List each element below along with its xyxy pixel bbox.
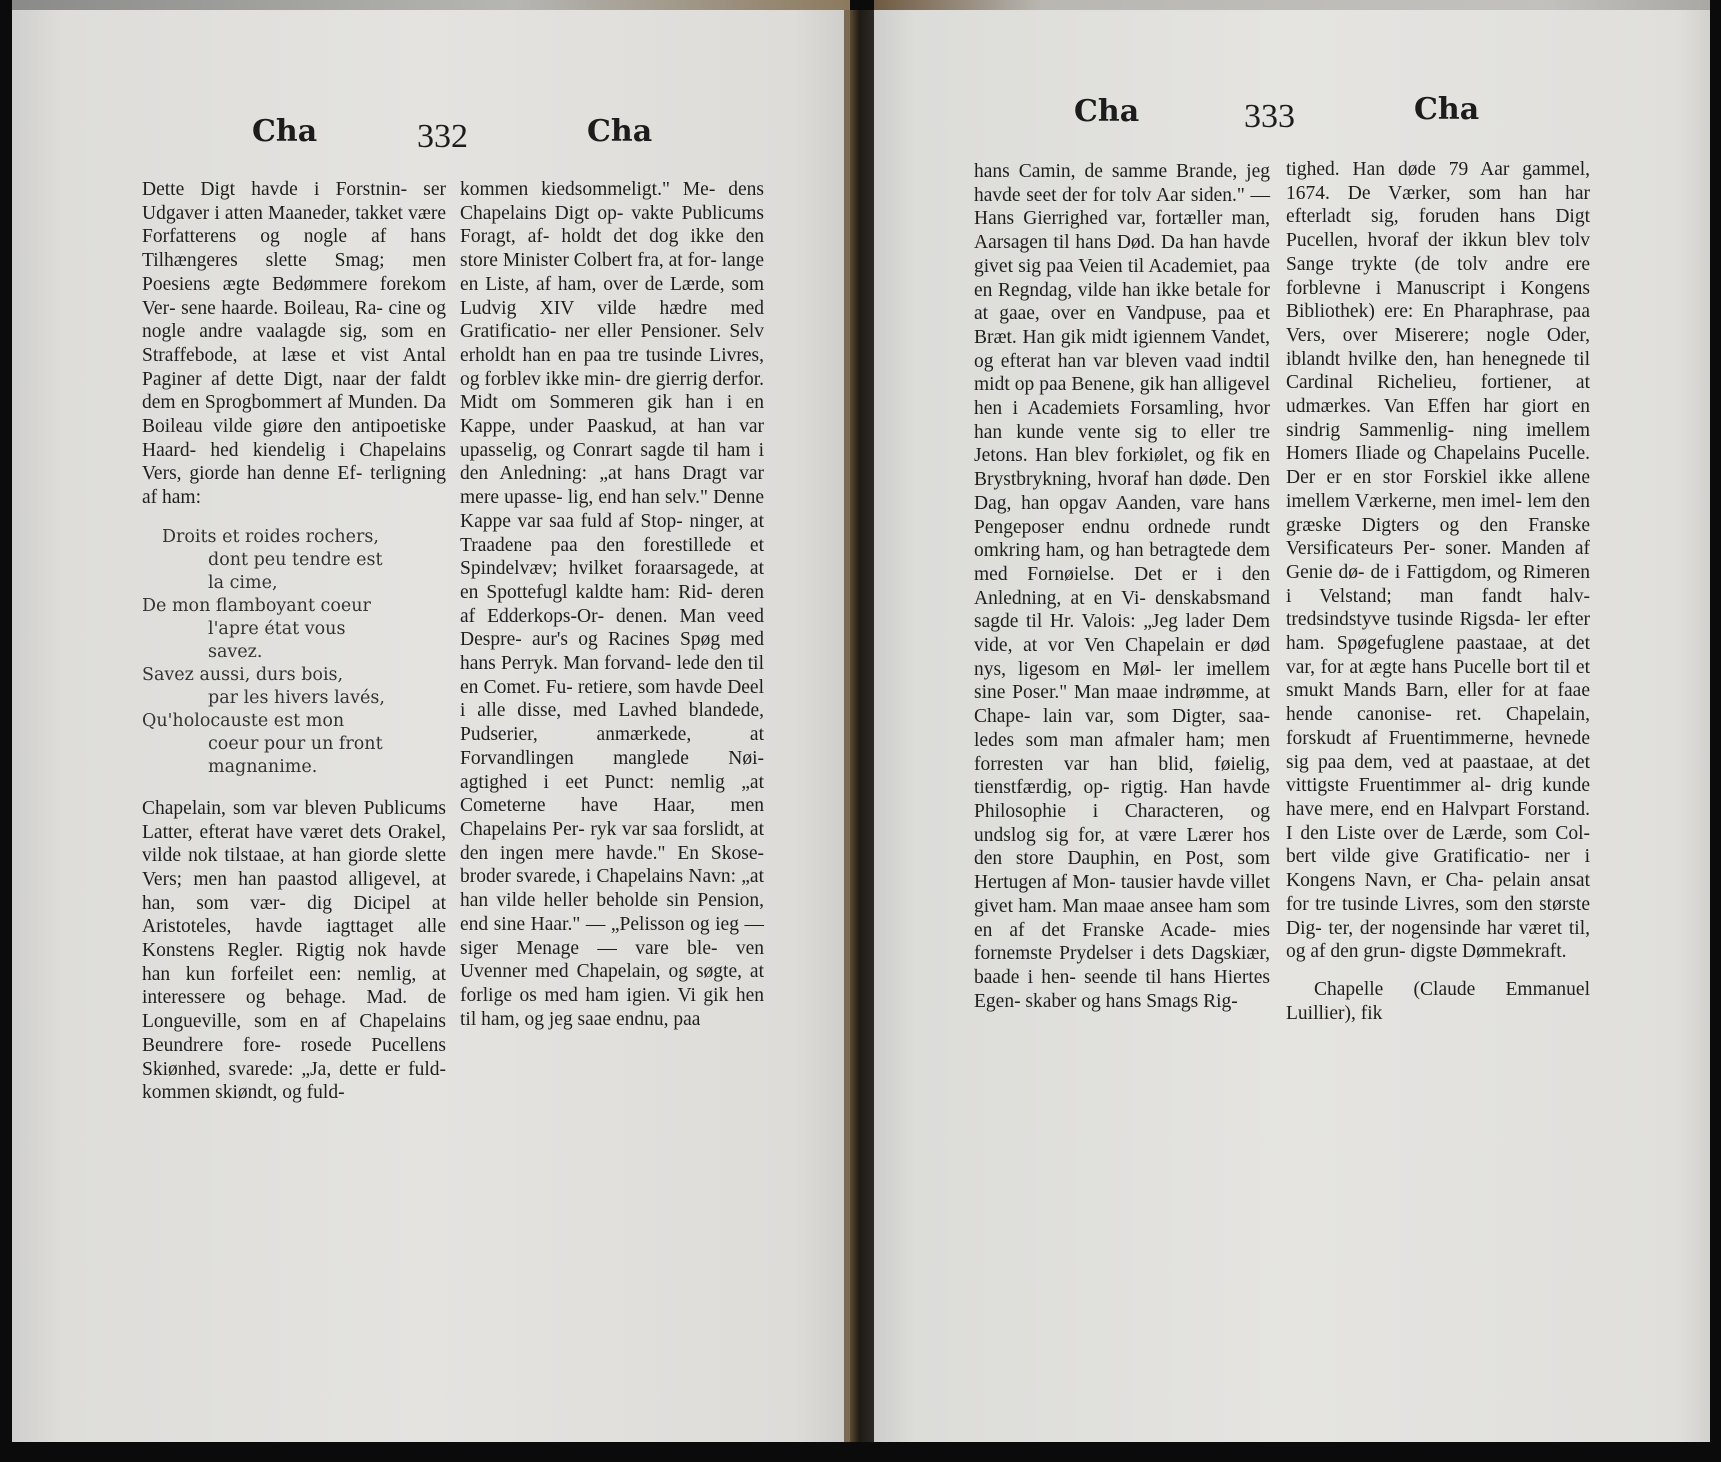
verse-line: coeur pour un front bbox=[208, 733, 383, 754]
left-page bbox=[12, 10, 850, 1442]
verse-line: Droits et roides rochers, bbox=[162, 526, 379, 547]
right-page-column-1 bbox=[974, 160, 1270, 1013]
book-spine-gutter bbox=[850, 10, 874, 1442]
paragraph: kommen kiedsommeligt." Me‑ dens Chapelains Digt op‑ vakte Publicums Foragt, af‑ holdt det dog ikke den store Minister Colbert fra, at for‑ lange en Liste, af ham, over de Lærde, som Ludvig XIV vilde hædre med Gratificatio‑ ner eller Pensioner. Selv erholdt han en paa tre tusinde Livres, og forblev ikke min‑ dre gierrig derfor. Midt om Sommeren gik han i en Kappe, under Paaskud, at han var upasselig, og Conrart sagde til ham i den Anledning: „at hans Dragt var mere upasse‑ lig, end han selv." Denne Kappe var saa fuld af Stop‑ ninger, at Traadene paa den forestillede et Spindelvæv; hvilket foraarsagede, at en Spottefugl kaldte ham: Rid‑ deren af Edderkops‑Or‑ denen. Man veed Despre‑ aur's og Racines Spøg med hans Perryk. Man forvand‑ lede den til en Comet. Fu‑ retiere, som havde Deel i alle disse, med Lavhed blandede, Pudserier, anmærkede, at Forvandlingen manglede Nøi‑ agtighed i eet Punct: nemlig „at Cometerne have Haar, men Chapelains Per‑ ryk var saa forslidt, at den ingen mere havde." En Skose‑ broder svarede, i Chapelains Navn: „at han vilde heller beholde sin Pension, end sine Haar." — „Pelisson og ieg — siger Menage — vare ble‑ ven Uvenner med Chapelain, og søgte, at forlige os med ham igien. Vi gik hen til ham, og jeg saae endnu, paa bbox=[460, 179, 764, 1030]
paragraph: hans Camin, de samme Brande, jeg havde seet der for tolv Aar siden." — Hans Gierrighed var, fortæller man, Aarsagen til hans Død. Da han havde givet sig paa Veien til Academiet, paa en Regndag, vilde han ikke betale for at gaae, over en Vandpuse, paa et Bræt. Han gik midt igiennem Vandet, og efterat han var bleven vaad indtil midt op paa Benene, gik han alligevel hen i Academiets Forsamling, hvor han kunde vente sig to eller tre Jetons. Han blev forkiølet, og fik en Brystbrykning, hvoraf han døde. Den Dag, han opgav Aanden, vare hans Pengeposer endnu ordnede rundt omkring ham, og han betragtede dem med Fornøielse. Det er i den Anledning, at en Vi‑ denskabsmand sagde til Hr. Valois: „Jeg lader Dem vide, at vor Ven Chapelain er død nys, ligesom en Møl‑ ler imellem sine Poser." Man maae indrømme, at Chape‑ lain var, som Digter, saa‑ ledes som man afmaler ham; men forresten var han blid, føielig, tienstfærdig, op‑ rigtig. Han havde Philosophie i Characteren, og undslog sig for, at være Lærer hos den store Dauphin, en Post, som Hertugen af Mon‑ tausier havde villet givet ham. Man maae ansee ham som en af det Franske Acade‑ mies fornemste Prydelser i dets Dagskiær, baade i hen‑ seende til hans Hiertes Egen‑ skaber og hans Smags Rig‑ bbox=[974, 161, 1270, 1012]
verse-line: savez. bbox=[208, 641, 263, 662]
verse-quotation bbox=[142, 526, 446, 779]
verse-line: De mon flamboyant coeur bbox=[142, 595, 371, 616]
left-page-number: 332 bbox=[417, 118, 468, 155]
verse-line: l'apre état vous bbox=[208, 618, 346, 639]
left-page-column-1 bbox=[142, 178, 446, 1105]
right-page-column-2 bbox=[1286, 158, 1590, 1025]
left-header-word-left: Cha bbox=[252, 114, 318, 149]
verse-line: dont peu tendre est bbox=[208, 549, 383, 570]
paragraph-entry-start: Chapelle (Claude Emmanuel Luillier), fik bbox=[1286, 978, 1590, 1024]
right-header-word-right: Cha bbox=[1414, 92, 1480, 127]
verse-line: par les hivers lavés, bbox=[208, 687, 385, 708]
verse-line: Qu'holocauste est mon bbox=[142, 710, 345, 731]
verse-line: Savez aussi, durs bois, bbox=[142, 664, 344, 685]
paragraph: tighed. Han døde 79 Aar gammel, 1674. De Værker, som han har efterladt sig, foruden hans Digt Pucellen, hvoraf der ikkun blev tolv Sange trykte (de tolv andre ere forblevne i Manuscript i Kongens Bibliothek) ere: En Pharaphrase, paa Vers, over Miserere; nogle Oder, iblandt hvilke den, han henegnede til Cardinal Richelieu, fortiener, at udmærkes. Van Effen har giort en sindrig Sammenlig‑ ning imellem Homers Iliade og Chapelains Pucelle. Der er en stor Forskiel ikke allene imellem Værkerne, men imel‑ lem den græske Digters og den Franske Versificateurs Per‑ soner. Manden af Genie dø‑ de i Fattigdom, og Rimeren i Velstand; man fandt halv‑ tredsindstyve tusinde Rigsda‑ ler efter ham. Spøgefuglene paastaae, at det var, for at ægte hans Pucelle bort til et smukt Mands Barn, eller for at faae hende canonise‑ ret. Chapelain, forskudt af Fruentimmerne, hevnede sig paa dem, ved at paastaae, at det vittigste Fruentimmer al‑ drig kunde have mere, end en Halvpart Forstand. I den Liste over de Lærde, som Col‑ bert vilde give Gratificatio‑ ner i Kongens Navn, er Cha‑ pelain ansat for tre tusinde Livres, som den største Dig‑ ter, der nogensinde har været til, og af den grun‑ digste Dømmekraft. bbox=[1286, 159, 1590, 963]
paragraph: Dette Digt havde i Forstnin‑ ser Udgaver i atten Maaneder, takket være Forfatterens og nogle af hans Tilhængeres slette Smag; men Poesiens ægte Bedømmere forekom Ver‑ sene haarde. Boileau, Ra‑ cine og nogle andre vaalagde sig, som en Straffebode, at læse et vist Antal Paginer af dette Digt, naar der faldt dem en Sprogbommert af Munden. Da Boileau vilde giøre den antipoetiske Haard‑ hed kiendelig i Chapelains Vers, giorde han denne Ef‑ terligning af ham: bbox=[142, 179, 446, 509]
left-page-column-2 bbox=[460, 178, 764, 1031]
right-page-number: 333 bbox=[1244, 98, 1295, 135]
left-header-word-right: Cha bbox=[587, 114, 653, 149]
right-header-word-left: Cha bbox=[1074, 94, 1140, 129]
verse-line: la cime, bbox=[208, 572, 278, 593]
verse-line: magnanime. bbox=[208, 756, 318, 777]
right-page bbox=[874, 10, 1710, 1442]
paragraph: Chapelain, som var bleven Publicums Latter, efterat have været dets Orakel, vilde nok tilstaae, at han giorde slette Vers; men han paastod alligevel, at han, som vær‑ dig Dicipel at Aristoteles, havde iagttaget alle Konstens Regler. Rigtig nok havde han kun forfeilet een: nemlig, at interessere og behage. Mad. de Longueville, som en af Chapelains Beundrere fore‑ rosede Pucellens Skiønhed, svarede: „Ja, dette er fuld‑ kommen skiøndt, og fuld‑ bbox=[142, 797, 446, 1104]
